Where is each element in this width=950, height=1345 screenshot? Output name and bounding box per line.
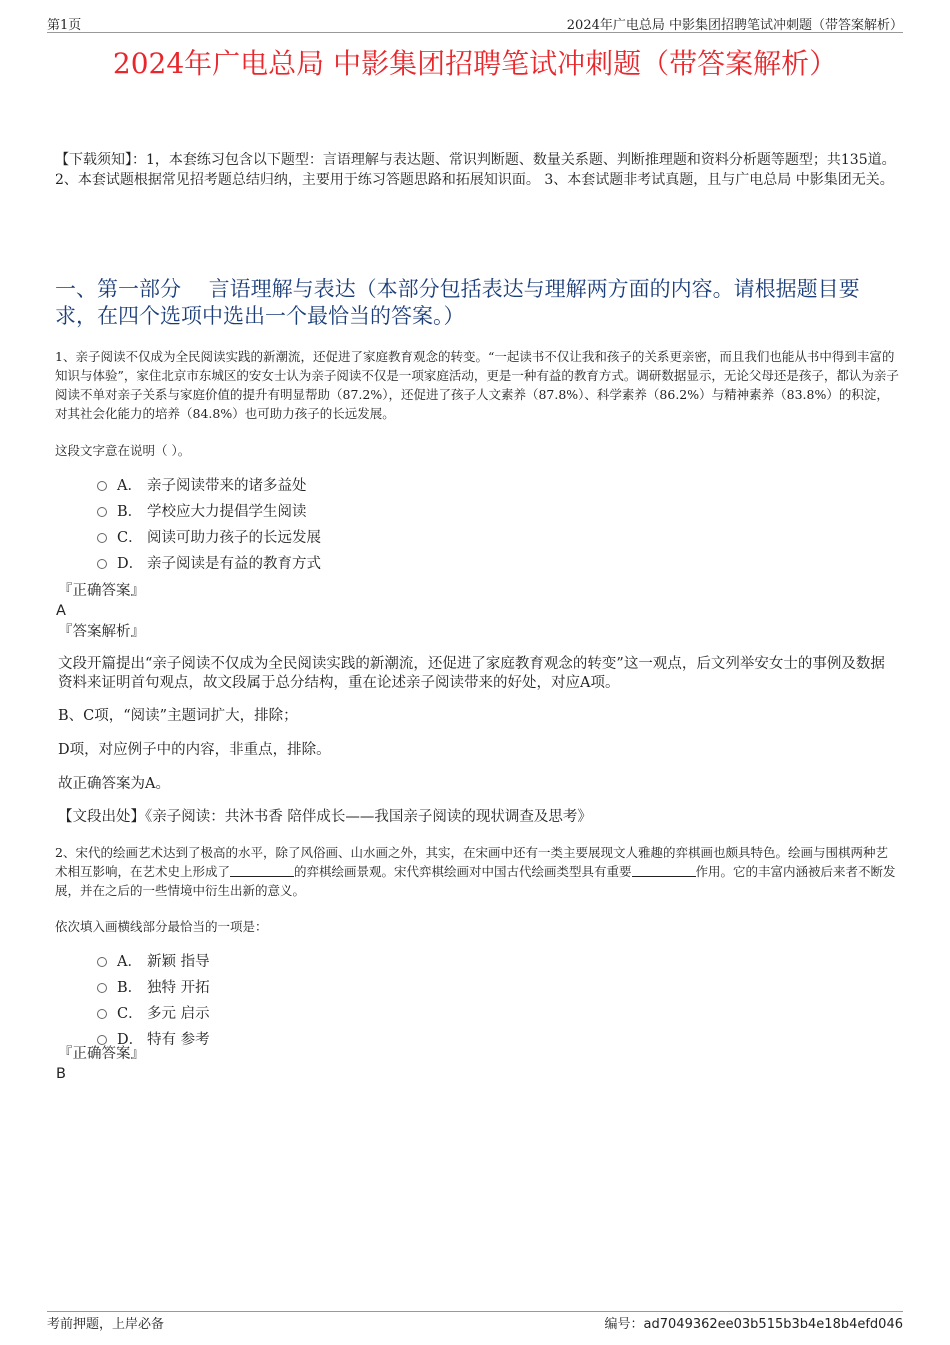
question-2-answer-label: 『正确答案』: [58, 1046, 145, 1062]
question-1-option-d[interactable]: D． 亲子阅读是有益的教育方式: [97, 554, 321, 574]
question-2-option-d[interactable]: D． 特有 参考: [97, 1030, 210, 1050]
question-1-answer: A: [56, 603, 66, 619]
footer-slogan: 考前押题，上岸必备: [47, 1317, 165, 1332]
question-1-analysis-3: D项，对应例子中的内容，非重点，排除。: [58, 742, 331, 758]
question-1-stem: 1、亲子阅读不仅成为全民阅读实践的新潮流，还促进了家庭教育观念的转变。“一起读书不仅让我和孩子的关系更亲密，而且我们也能从书中得到丰富的知识与体验”，家住北京市东城区的安女士认为亲子阅读不仅是一项家庭活动，更是一种有益的教育方式。调研数据显示，无论父母还是孩子，都认为亲子阅读不单对亲子关系与家庭价值的提升有明显帮助（87.2%），还促进了孩子人文素养（87.8%）、科学素养（86.2%）与精神素养（83.8%）的积淀，对其社会化能力的培养（84.8%）也可助力孩子的长远发展。: [55, 349, 899, 421]
question-1-analysis-1: 文段开篇提出“亲子阅读不仅成为全民阅读实践的新潮流，还促进了家庭教育观念的转变”这一观点，后文列举安女士的事例及数据资料来证明首句观点，故文段属于总分结构，重在论述亲子阅读带来的好处，对应A项。: [58, 656, 885, 691]
question-2-option-a[interactable]: A． 新颖 指导: [97, 952, 210, 972]
section-heading: 一、第一部分 言语理解与表达（本部分包括表达与理解两方面的内容。请根据题目要求，在四个选项中选出一个最恰当的答案。）: [55, 277, 860, 328]
footer-divider: [47, 1311, 903, 1312]
question-1-option-c[interactable]: C． 阅读可助力孩子的长远发展: [97, 528, 321, 548]
question-2-answer: B: [56, 1066, 66, 1082]
footer-code: 编号：ad7049362ee03b515b3b4e18b4efd046: [604, 1317, 903, 1332]
radio-icon[interactable]: [97, 507, 107, 517]
running-header-title: 2024年广电总局 中影集团招聘笔试冲刺题（带答案解析）: [566, 18, 903, 33]
radio-icon[interactable]: [97, 559, 107, 569]
radio-icon[interactable]: [97, 983, 107, 993]
question-1-analysis-4: 故正确答案为A。: [58, 776, 170, 792]
question-1-source: 【文段出处】《亲子阅读：共沐书香 陪伴成长——我国亲子阅读的现状调查及思考》: [58, 809, 592, 825]
fill-blank-1: [230, 864, 294, 877]
question-1-option-b[interactable]: B． 学校应大力提倡学生阅读: [97, 502, 307, 522]
question-2-stem: 2、宋代的绘画艺术达到了极高的水平，除了风俗画、山水画之外，其实，在宋画中还有一类主要展现文人雅趣的弈棋画也颇具特色。绘画与围棋两种艺术相互影响，在艺术史上形成了 的弈棋绘画景观。宋代弈棋绘画对中国古代绘画类型具有重要 作用。它的丰富内涵被后来者不断发展，并在之后的一些情境中衍生出新的意义。: [55, 845, 896, 898]
question-2-prompt: 依次填入画横线部分最恰当的一项是：: [55, 919, 268, 934]
document-title: 2024年广电总局 中影集团招聘笔试冲刺题（带答案解析）: [112, 47, 838, 80]
fill-blank-2: [632, 864, 696, 877]
question-1-option-a[interactable]: A． 亲子阅读带来的诸多益处: [97, 476, 307, 496]
radio-icon[interactable]: [97, 1009, 107, 1019]
download-notice: 【下载须知】：1，本套练习包含以下题型：言语理解与表达题、常识判断题、数量关系题、判断推理题和资料分析题等题型；共135道。 2、本套试题根据常见招考题总结归纳，主要用于练习答题思路和拓展知识面。 3、本套试题非考试真题，且与广电总局 中影集团无关。: [55, 152, 896, 188]
radio-icon[interactable]: [97, 957, 107, 967]
question-2-option-b[interactable]: B． 独特 开拓: [97, 978, 210, 998]
question-1-analysis-2: B、C项，“阅读”主题词扩大，排除；: [58, 708, 298, 724]
radio-icon[interactable]: [97, 481, 107, 491]
question-2-option-c[interactable]: C． 多元 启示: [97, 1004, 210, 1024]
question-1-analysis-label: 『答案解析』: [58, 624, 145, 640]
header-divider: [47, 32, 903, 33]
radio-icon[interactable]: [97, 533, 107, 543]
question-1-prompt: 这段文字意在说明（ ）。: [55, 443, 191, 458]
page-number: 第1页: [47, 18, 82, 33]
question-1-answer-label: 『正确答案』: [58, 583, 145, 599]
